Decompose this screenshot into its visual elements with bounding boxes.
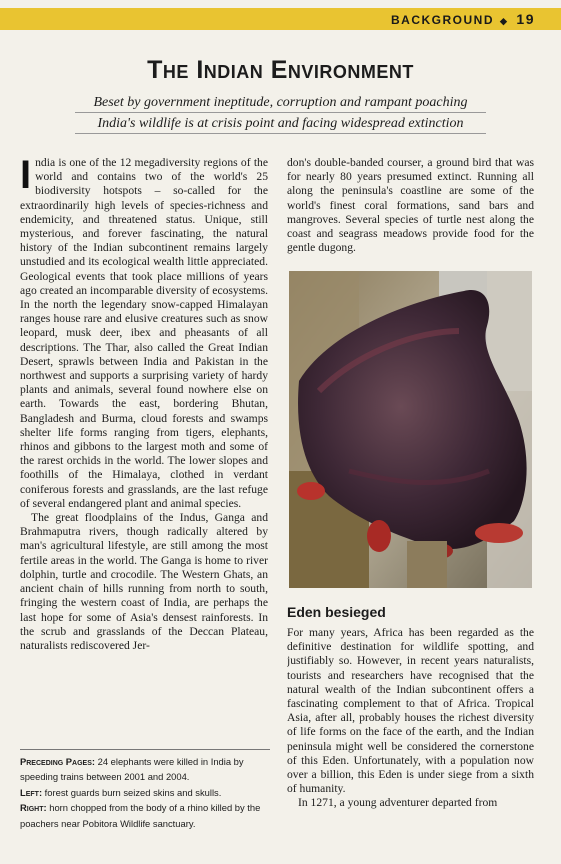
drop-cap: I: [20, 156, 32, 197]
column-right-top: [287, 156, 534, 268]
caption-left: Left: forest guards burn seized skins and skulls.: [20, 786, 222, 798]
paragraph-1: India is one of the 12 megadiversity regions of the world and contains two of the world's 25 biodiversity hotspots – so-called for the extraordinarily high levels of species-richness and endemicity, and threatened status. Unique, still mysterious, and forever fascinating, the natural history of the Indian subcontinent remains largely unstudied and its ecological wealth little appreciated. Geological events that took place millions of years ago created an incomparable diversity of ecosystems. In the north the legendary snow-capped Himalayan ranges house rare and elusive creatures such as snow leopard, musk deer, ibex and pheasants of all descriptions. The Thar, also called the Great Indian Desert, sprawls between India and Pakistan in the northwest and supports a surprising variety of hardy plants and animals, several found nowhere else on earth. Towards the east, bordering Bhutan, Bangladesh and Burma, cloud forests and swamps shelter life forms ranging from tigers, elephants, rhinos and gibbons to the largest moth and some of the rarest orchids in the world. The lower slopes and foothills of the Himalaya, clothed in verdant coniferous forests and grasslands, are the last refuge of several endangered plant and animal species.: [20, 156, 268, 510]
caption-right: Right: horn chopped from the body of a rhino killed by the poachers near Pobitora Wildlife sanctuary.: [20, 802, 261, 829]
page-number: 19: [516, 11, 535, 27]
column-left: [20, 156, 268, 744]
photo-captions: [20, 754, 276, 831]
subtitle-line-2: India's wildlife is at crisis point and facing widespread extinction: [97, 116, 464, 131]
rhino-horn-image: [289, 271, 532, 588]
header-text: [391, 11, 535, 27]
column-right-bottom: [287, 626, 534, 856]
subtitle-rule-bottom: [75, 133, 486, 134]
header-separator: ◆: [500, 16, 509, 26]
paragraph-2: The great floodplains of the Indus, Ganga and Brahmaputra rivers, though radically altered by man's agricultural lifestyle, are still among the most fertile areas in the world. The Ganga is home to river dolphin, turtle and crocodile. The Western Ghats, an ancient chain of hills running from north to south, fringing the western coast of India, are perhaps the last hope for some of Asia's densest rainforests. In the scrub and grasslands of the Deccan Plateau, naturalists rediscovered Jer-: [20, 511, 268, 652]
article-title: The Indian Environment: [147, 56, 414, 84]
paragraph-5: In 1271, a young adventurer departed from: [298, 796, 498, 810]
header-section: BACKGROUND: [391, 13, 494, 27]
paragraph-3: don's double-banded courser, a ground bird that was for nearly 80 years presumed extinct. Running all along the peninsula's coastline are some of the world's finest coral formations, sand bars and mangroves. Several species of turtle nest along the coast and seagrass meadows provide food for the gentle dugong.: [287, 156, 534, 255]
rhino-horn-photo: [289, 271, 532, 588]
subtitle-rule-top: [75, 112, 486, 113]
caption-preceding-pages: Preceding Pages: 24 elephants were killed in India by speeding trains between 2001 and 2004.: [20, 756, 244, 783]
article-subtitle: [60, 92, 501, 134]
paragraph-4: For many years, Africa has been regarded as the definitive destination for wildlife spotting, and justifiably so. However, in recent years naturalists, tourists and researchers have recognised that the natural wealth of the Indian subcontinent offers a fascinating complement to that of Africa. Tropical Asia, after all, probably houses the richest diversity of life forms on the face of the earth, and the Indian peninsula might well be considered the cornerstone of this Eden. Unfortunately, with a population now over a billion, this Eden is under siege from a sixth of humanity.: [287, 626, 534, 796]
caption-rule: [20, 749, 270, 750]
subtitle-line-1: Beset by government ineptitude, corruption and rampant poaching: [93, 95, 468, 110]
section-heading: Eden besieged: [287, 604, 386, 620]
running-header: [0, 8, 561, 30]
